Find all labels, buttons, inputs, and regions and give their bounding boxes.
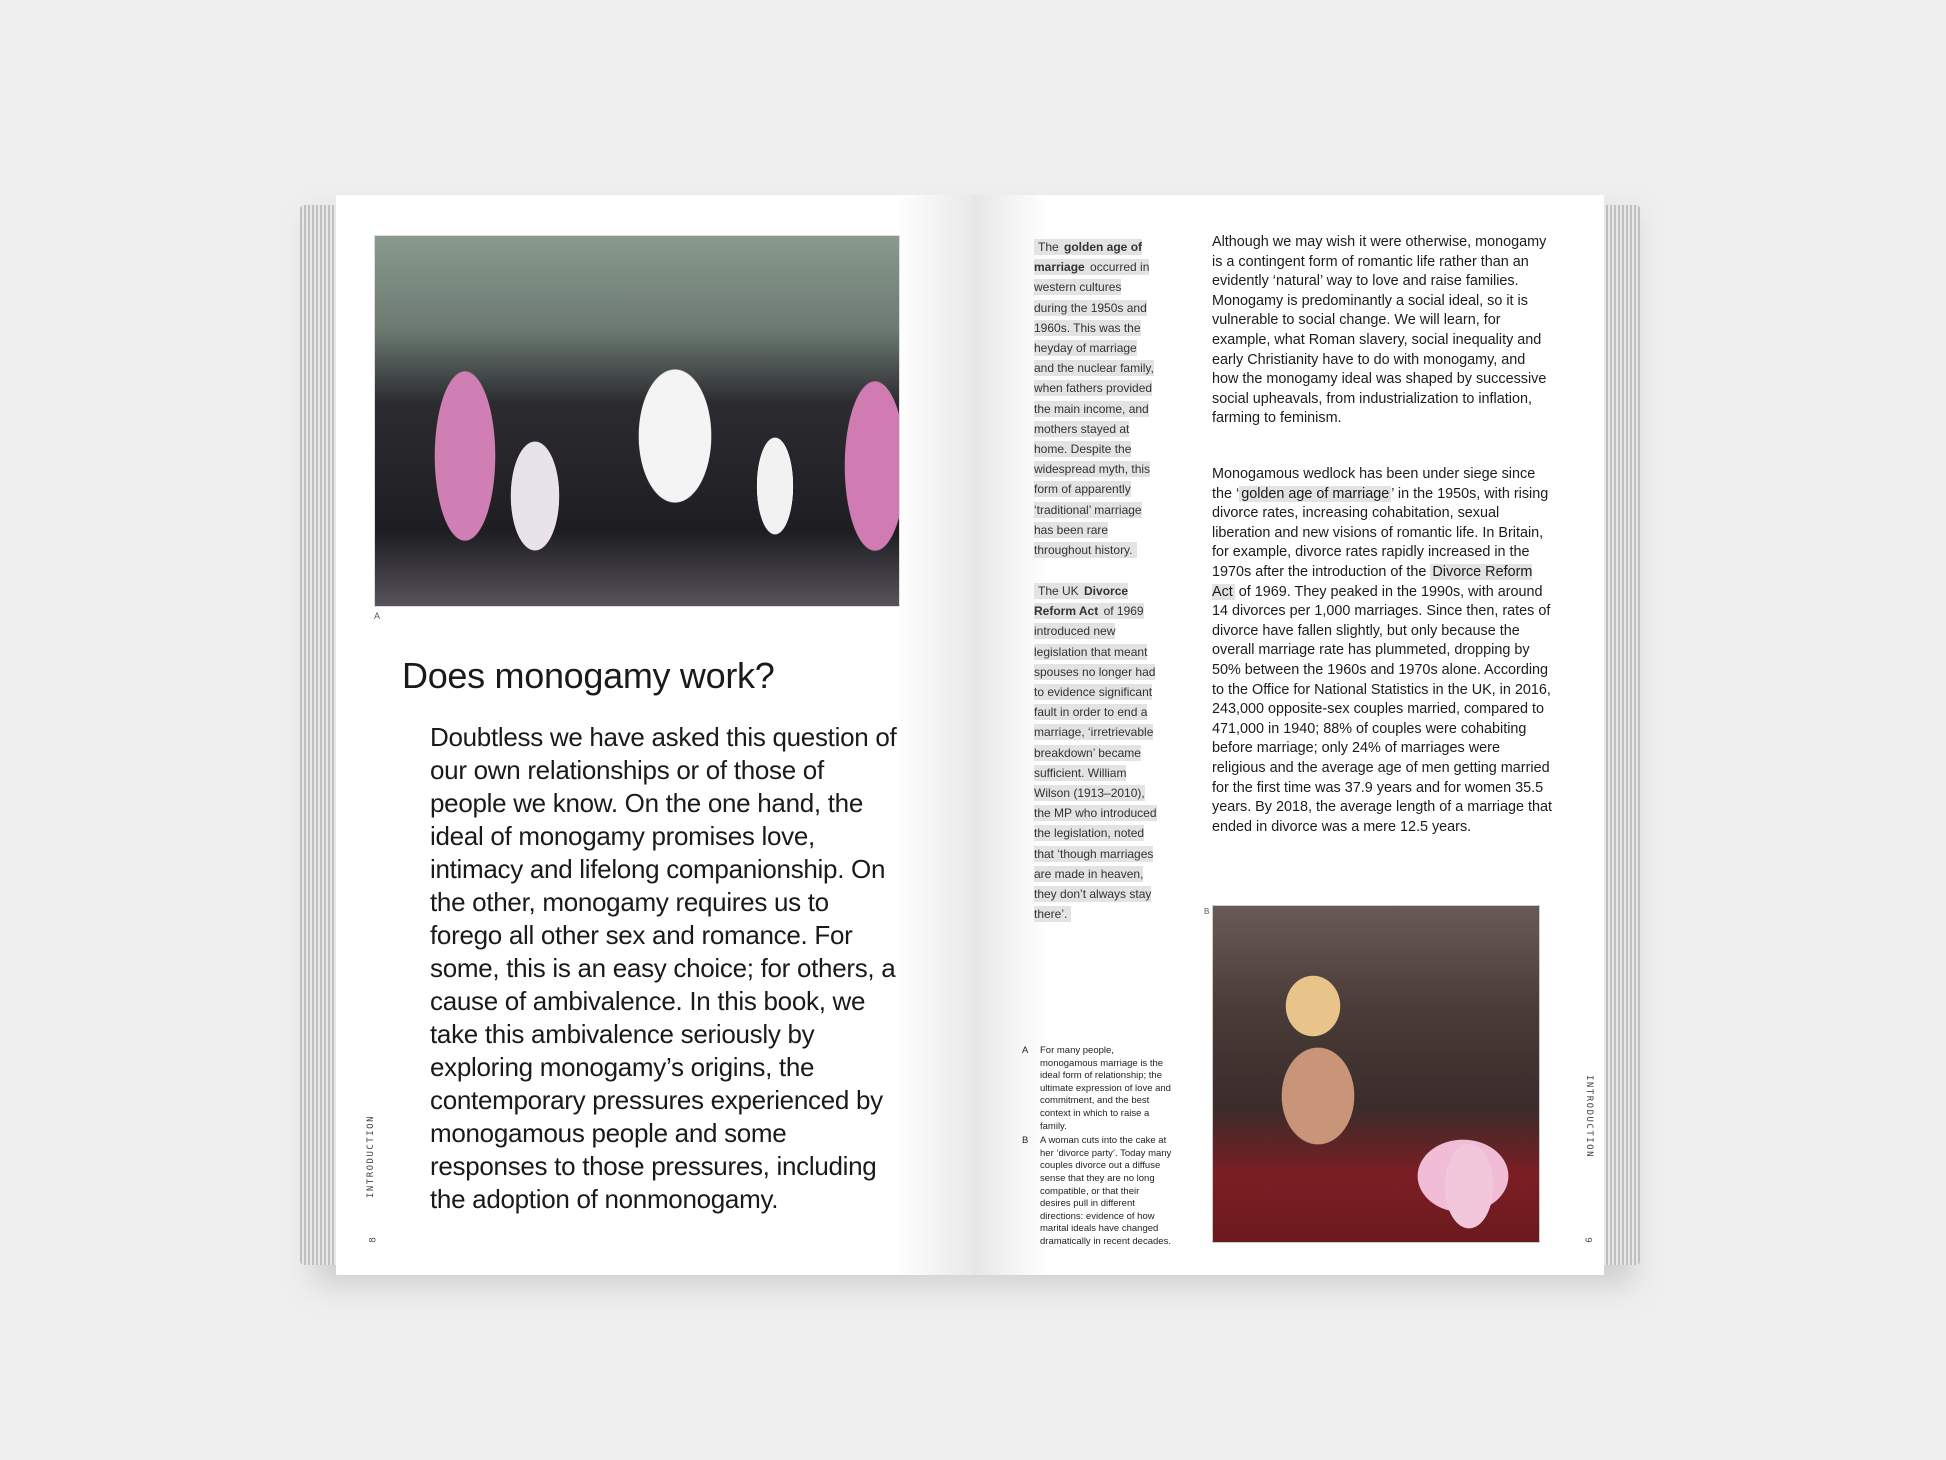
sidenote-divorce-reform-act: The UK Divorce Reform Act of 1969 introduced new legislation that meant spouses no longer had to evidence significant fault in order to end a marriage, ‘irretrievable breakdown’ became sufficient. William Wilson (1913–2010), the MP who introduced the legislation, noted that ‘though marriages are made in heaven, they don’t always stay there’.: [1034, 584, 1157, 922]
body-paragraph-2: Monogamous wedlock has been under siege since the ‘ golden age of marriage ’ in the 1950s, with rising divorce rates, increasing cohabitation, sexual liberation and new visions of romantic life. In Britain, for example, divorce rates rapidly increased in the 1970s after the introduction of the Divorce Reform Act of 1969. They peaked in the 1990s, with around 14 divorces per 1,000 marriages. Since then, rates of divorce have fallen slightly, but only because the overall marriage rate has plummeted, dropping by 50% between the 1960s and 1970s alone. According to the Office for National Statistics in the UK, in 2016, 243,000 opposite-sex couples married, compared to 471,000 in 1940; 88% of couples were cohabiting before marriage; only 24% of marriages were religious and the average age of men getting married for the first time was 37.9 years and for women 35.5 years. By 2018, the average length of a marriage that ended in divorce was a mere 12.5 years.: [1212, 466, 1552, 835]
running-head-left: INTRODUCTION: [366, 1115, 376, 1199]
caption-b: B A woman cuts into the cake at her ‘divorce party’. Today many couples divorce out a diffuse sense that they are no long compatible, or that their desires pull in different directions: evidence of how marital ideals have changed dramatically in recent decades.: [1022, 1135, 1172, 1247]
highlight-golden-age: golden age of marriage: [1241, 485, 1390, 502]
captions: [1022, 1045, 1172, 1251]
page-title: Does monogamy work?: [402, 655, 775, 696]
page-number-left: 8: [367, 1237, 378, 1243]
left-page: [336, 195, 972, 1275]
photo-b-label: B: [1204, 907, 1210, 916]
highlight-divorce-reform-act: Divorce Reform Act: [1212, 563, 1533, 600]
page-edges-right: [1600, 205, 1640, 1265]
open-book: [300, 175, 1640, 1295]
caption-a: A For many people, monogamous marriage is the ideal form of relationship; the ultimate expression of love and commitment, and the best context in which to raise a family.: [1022, 1045, 1171, 1132]
divorce-party-photo: [1212, 905, 1540, 1243]
body-paragraph-1: Although we may wish it were otherwise, monogamy is a contingent form of romantic life rather than an evidently ‘natural’ way to love and raise families. Monogamy is predominantly a social ideal, so it is vulnerable to social change. We will learn, for example, what Roman slavery, social inequality and early Christianity have to do with monogamy, and how the monogamy ideal was shaped by successive social upheavals, from industrialization to inflation, farming to feminism.: [1212, 234, 1547, 427]
right-page: [972, 195, 1604, 1275]
sidenote-golden-age: The golden age of marriage occurred in western cultures during the 1950s and 1960s. This was the heyday of marriage and the nuclear family, when fathers provided the main income, and mothers stayed at home. Despite the widespread myth, this form of apparently ‘traditional’ marriage has been rare throughout history.: [1034, 240, 1154, 558]
page-edges-left: [300, 205, 340, 1265]
wedding-party-photo: [374, 235, 900, 607]
intro-paragraph: Doubtless we have asked this question of our own relationships or of those of people we know. On the one hand, the ideal of monogamy promises love, intimacy and lifelong companionship. On the other, monogamy requires us to forego all other sex and romance. For some, this is an easy choice; for others, a cause of ambivalence. In this book, we take this ambivalence seriously by exploring monogamy’s origins, the contemporary pressures experienced by monogamous people and some responses to those pressures, including the adoption of nonmonogamy.: [430, 722, 897, 1214]
running-head-right: INTRODUCTION: [1584, 1075, 1594, 1159]
page-number-right: 9: [1583, 1237, 1594, 1243]
photo-a-label: A: [374, 611, 381, 621]
